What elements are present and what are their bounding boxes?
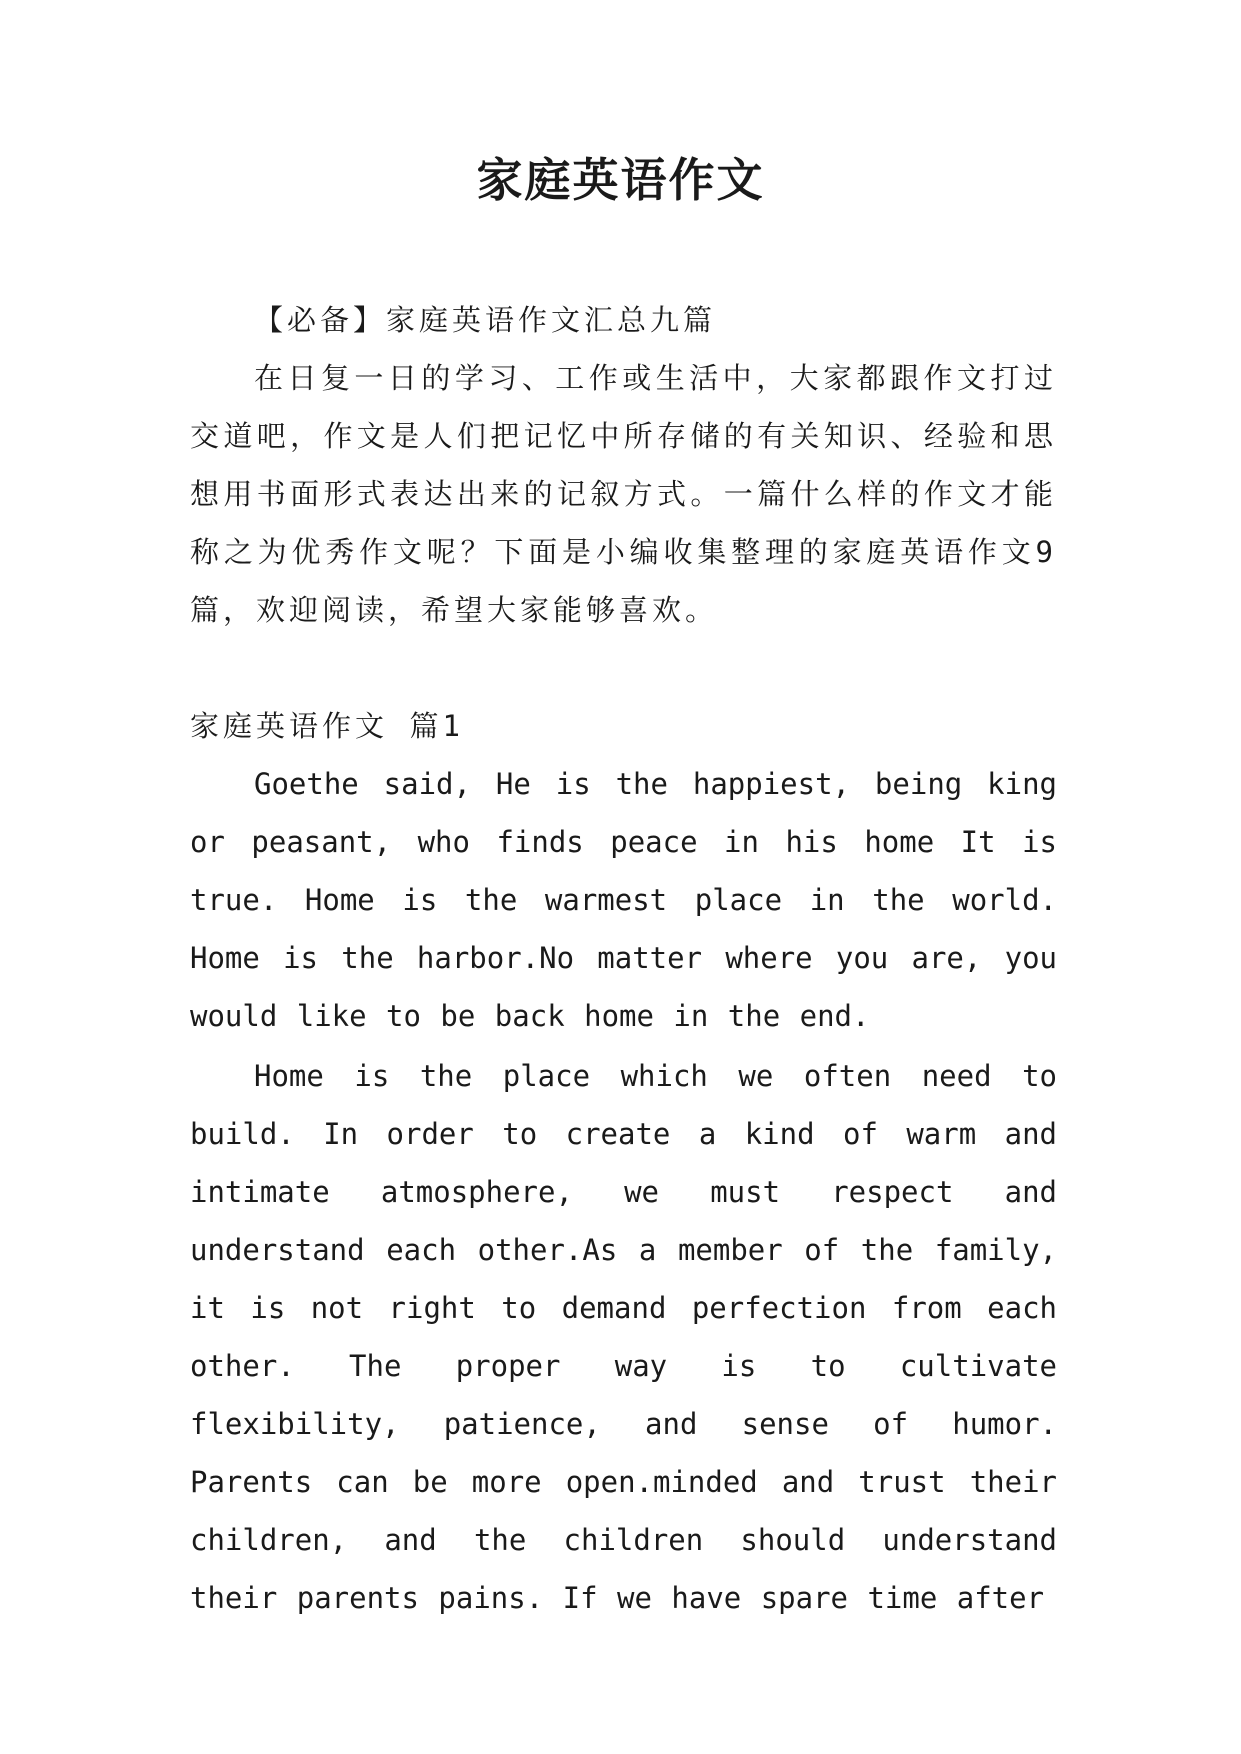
intro-paragraph: 在日复一日的学习、工作或生活中，大家都跟作文打过交道吧，作文是人们把记忆中所存储的有关知识、经验和思想用书面形式表达出来的记叙方式。一篇什么样的作文才能称之为优秀作文呢？下面是小编收集整理的家庭英语作文9篇，欢迎阅读，希望大家能够喜欢。 bbox=[190, 361, 1057, 627]
document-title: 家庭英语作文 bbox=[476, 153, 765, 207]
document-subtitle: 【必备】家庭英语作文汇总九篇 bbox=[254, 303, 717, 337]
body-paragraph: Home is the place which we often need to build. In order to create a kind of warm and intimate atmosphere, we must respect and understand each other.As a member of the family, it is not right to demand perfection from each other. The proper way is to cultivate flexibility, patience, and sense of humor. Parents can be more open.minded and trust their children, and the children should understand their parents pains. If we have spare time after bbox=[190, 1059, 1057, 1615]
section-heading: 家庭英语作文 篇1 bbox=[190, 709, 464, 743]
body-paragraph: Goethe said, He is the happiest, being king or peasant, who finds peace in his home It is true. Home is the warmest place in the world. Home is the harbor.No matter where you are, you would like to be back home in the end. bbox=[190, 767, 1057, 1033]
